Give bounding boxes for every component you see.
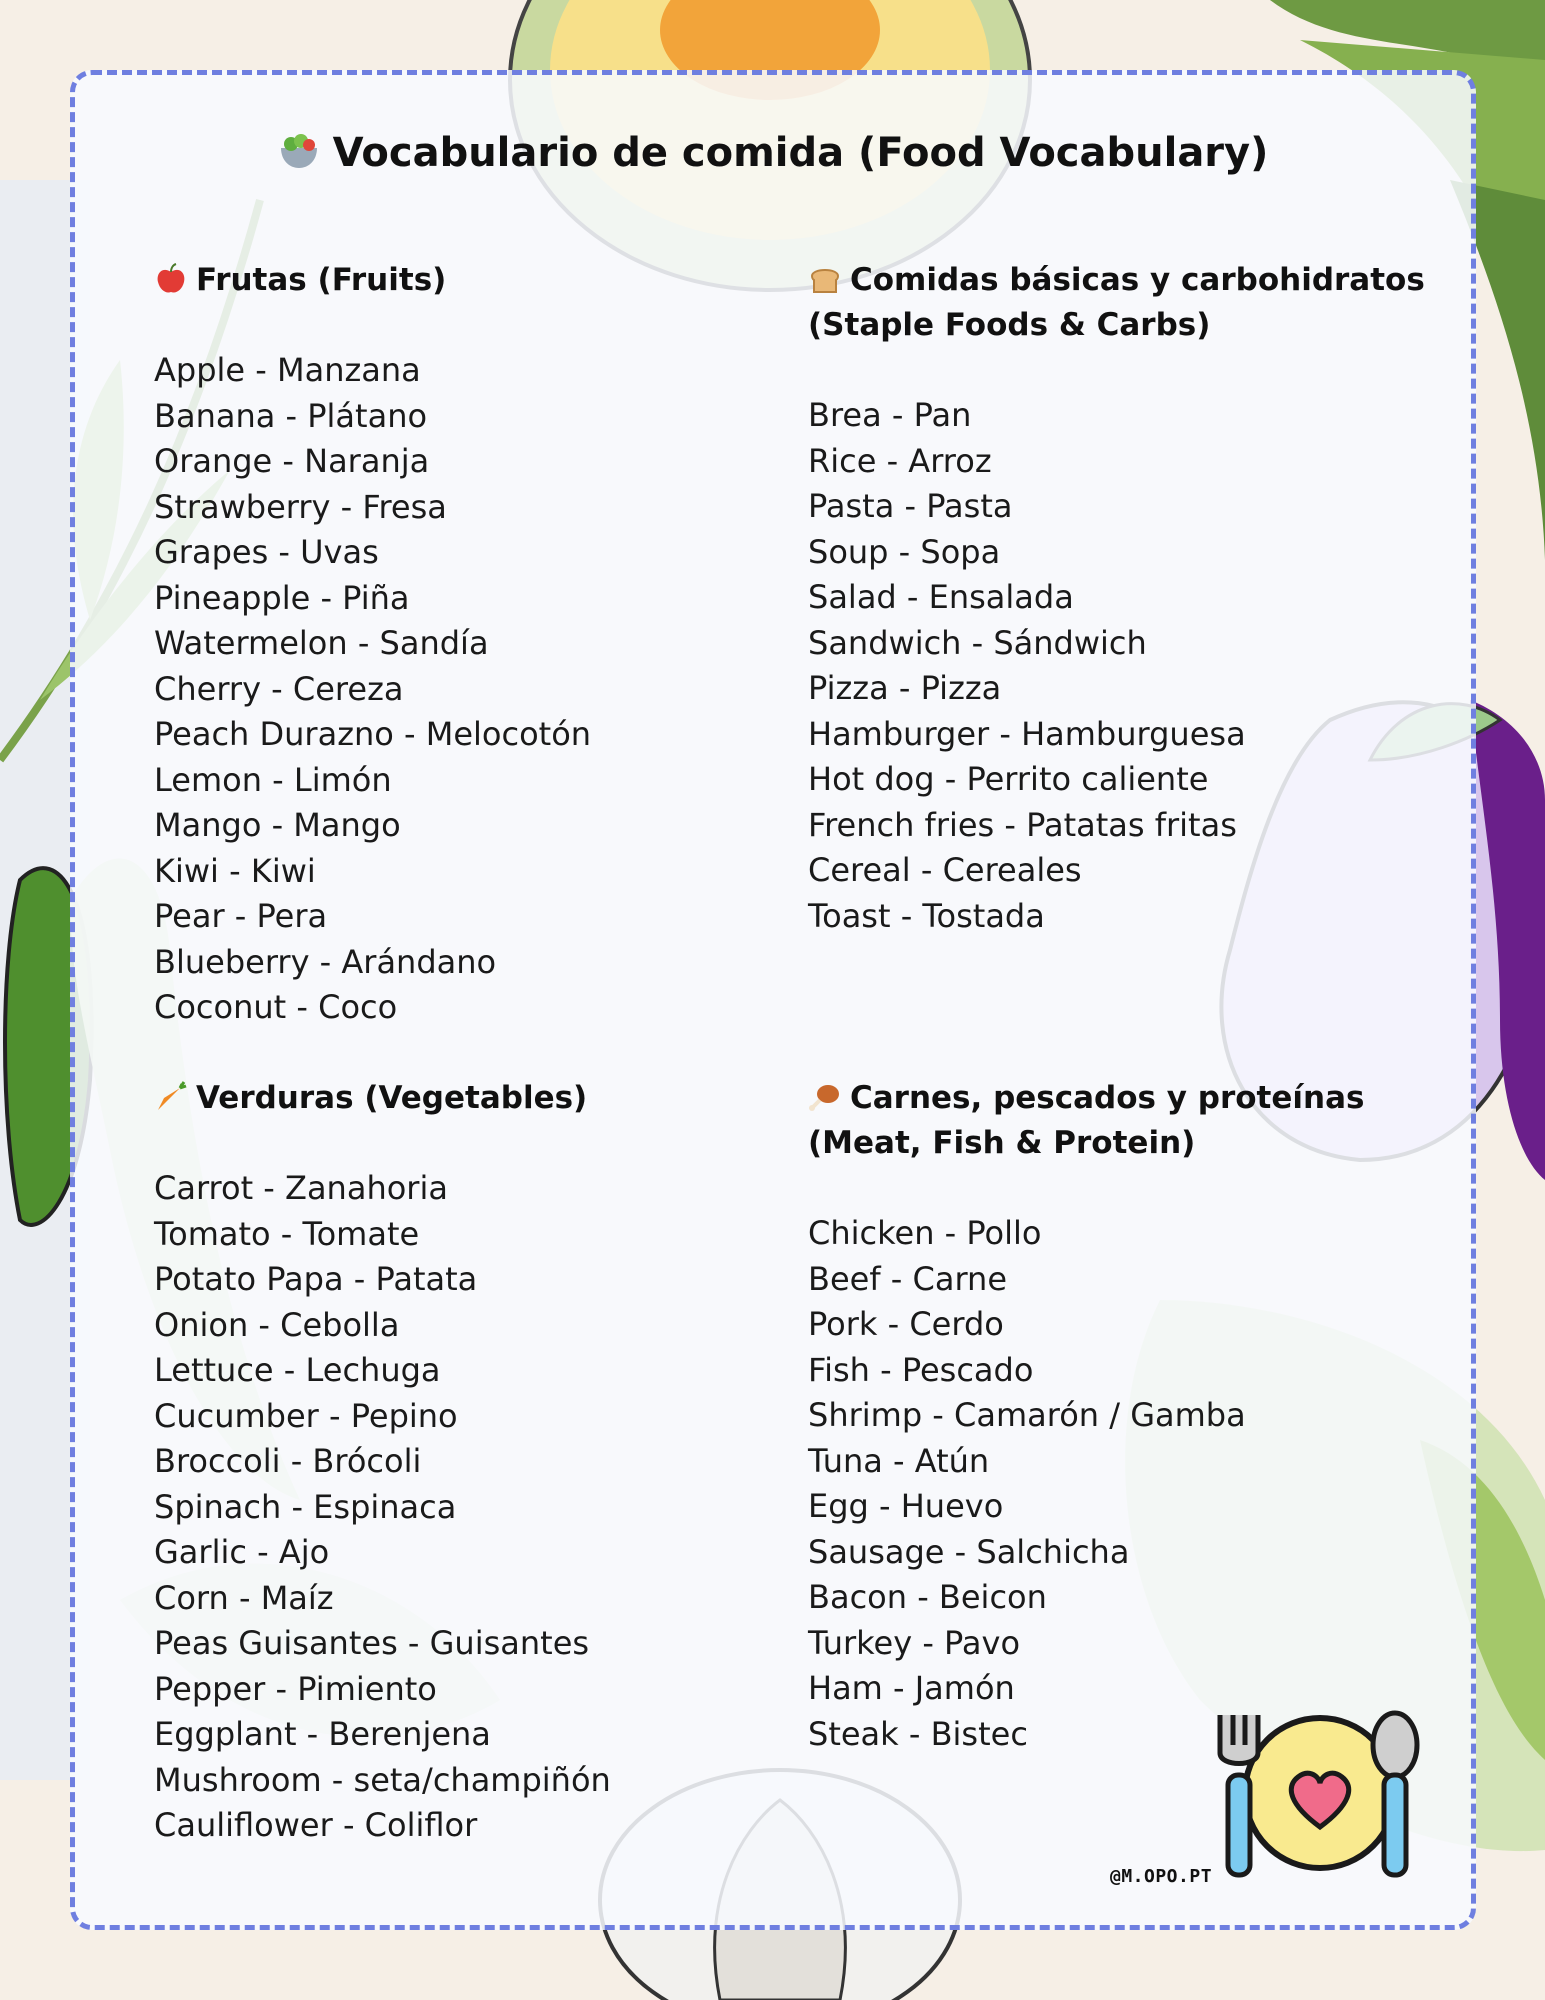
section-fruits-heading: Frutas (Fruits) xyxy=(154,258,591,303)
vocab-item: Fish - Pescado xyxy=(808,1350,1034,1389)
section-staples-heading: Comidas básicas y carbohidratos xyxy=(808,258,1425,303)
vocab-item: French fries - Patatas fritas xyxy=(808,805,1237,844)
vocab-item: Soup - Sopa xyxy=(808,532,1001,571)
vocab-item: Sandwich - Sándwich xyxy=(808,623,1147,662)
vocab-item: Sausage - Salchicha xyxy=(808,1532,1130,1571)
section-vegetables xyxy=(154,1076,611,1849)
vocab-item: Mango - Mango xyxy=(154,806,401,844)
vocab-item: Banana - Plátano xyxy=(154,396,428,435)
section-protein xyxy=(808,1076,1364,1757)
vocab-item: Salad - Ensalada xyxy=(808,578,1074,616)
vocab-item: Egg - Huevo xyxy=(808,1487,1004,1525)
vocab-item: Kiwi - Kiwi xyxy=(154,851,316,890)
carrot-icon xyxy=(154,1080,188,1114)
vocab-item: Pepper - Pimiento xyxy=(154,1669,437,1708)
section-vegetables-heading: Verduras (Vegetables) xyxy=(154,1076,611,1121)
apple-icon xyxy=(154,262,188,296)
vocab-item: Tomato - Tomate xyxy=(154,1214,420,1253)
vocab-item: Toast - Tostada xyxy=(808,896,1045,935)
staples-list xyxy=(808,393,1425,939)
vocab-item: Eggplant - Berenjena xyxy=(154,1715,491,1753)
vocab-item: Pork - Cerdo xyxy=(808,1305,1004,1343)
vocab-item: Chicken - Pollo xyxy=(808,1214,1042,1252)
credit-text: @M.OPO.PT xyxy=(1110,1866,1213,1887)
plate-heart-icon xyxy=(1210,1705,1425,1885)
vocab-item: Blueberry - Arándano xyxy=(154,942,497,981)
salad-bowl-icon xyxy=(277,128,321,172)
vocab-item: Hamburger - Hamburguesa xyxy=(808,714,1246,753)
vocab-item: Broccoli - Brócoli xyxy=(154,1442,422,1480)
vocab-item: Ham - Jamón xyxy=(808,1669,1015,1707)
bread-icon xyxy=(808,262,842,296)
vocab-item: Peas Guisantes - Guisantes xyxy=(154,1624,590,1662)
vocab-item: Potato Papa - Patata xyxy=(154,1260,478,1298)
vocab-item: Orange - Naranja xyxy=(154,442,430,480)
vocab-item: Apple - Manzana xyxy=(154,351,421,389)
vocab-item: Hot dog - Perrito caliente xyxy=(808,760,1209,798)
vocab-item: Brea - Pan xyxy=(808,396,972,434)
vocab-item: Cereal - Cereales xyxy=(808,851,1082,889)
vocab-item: Watermelon - Sandía xyxy=(154,624,489,662)
fruits-list xyxy=(154,348,591,1031)
vocab-item: Mushroom - seta/champiñón xyxy=(154,1760,611,1799)
section-staples-subheading: (Staple Foods & Carbs) xyxy=(808,307,1211,343)
vocab-item: Steak - Bistec xyxy=(808,1714,1028,1753)
section-fruits xyxy=(154,258,591,1031)
vocab-item: Grapes - Uvas xyxy=(154,533,379,571)
vocab-item: Lettuce - Lechuga xyxy=(154,1351,441,1389)
vocab-item: Spinach - Espinaca xyxy=(154,1487,457,1526)
section-protein-subheading: (Meat, Fish & Protein) xyxy=(808,1125,1196,1161)
vocab-item: Cauliflower - Coliflor xyxy=(154,1806,478,1844)
vocab-item: Beef - Carne xyxy=(808,1259,1007,1298)
vocab-item: Garlic - Ajo xyxy=(154,1533,330,1571)
vocab-item: Cucumber - Pepino xyxy=(154,1396,458,1435)
section-protein-heading: Carnes, pescados y proteínas xyxy=(808,1076,1364,1121)
vocab-item: Turkey - Pavo xyxy=(808,1623,1021,1662)
vocab-item: Pineapple - Piña xyxy=(154,578,410,617)
vocab-item: Tuna - Atún xyxy=(808,1441,990,1480)
protein-list xyxy=(808,1211,1364,1757)
vegetables-list xyxy=(154,1166,611,1849)
vocab-item: Pasta - Pasta xyxy=(808,487,1013,525)
vocab-item: Bacon - Beicon xyxy=(808,1578,1047,1616)
vocab-item: Pear - Pera xyxy=(154,897,328,935)
vocab-item: Pizza - Pizza xyxy=(808,669,1002,707)
vocab-item: Cherry - Cereza xyxy=(154,669,404,708)
vocab-item: Shrimp - Camarón / Gamba xyxy=(808,1396,1246,1434)
vocab-item: Corn - Maíz xyxy=(154,1578,334,1617)
section-staples xyxy=(808,258,1425,939)
page-title-text: Vocabulario de comida (Food Vocabulary) xyxy=(332,130,1269,176)
vocab-item: Lemon - Limón xyxy=(154,760,392,799)
vocab-item: Strawberry - Fresa xyxy=(154,487,447,526)
vocab-item: Peach Durazno - Melocotón xyxy=(154,715,592,753)
vocab-item: Onion - Cebolla xyxy=(154,1305,400,1344)
meat-drumstick-icon xyxy=(808,1080,842,1114)
page-title xyxy=(0,128,1545,176)
vocab-item: Carrot - Zanahoria xyxy=(154,1169,448,1207)
vocab-item: Coconut - Coco xyxy=(154,988,398,1026)
vocab-item: Rice - Arroz xyxy=(808,441,992,480)
